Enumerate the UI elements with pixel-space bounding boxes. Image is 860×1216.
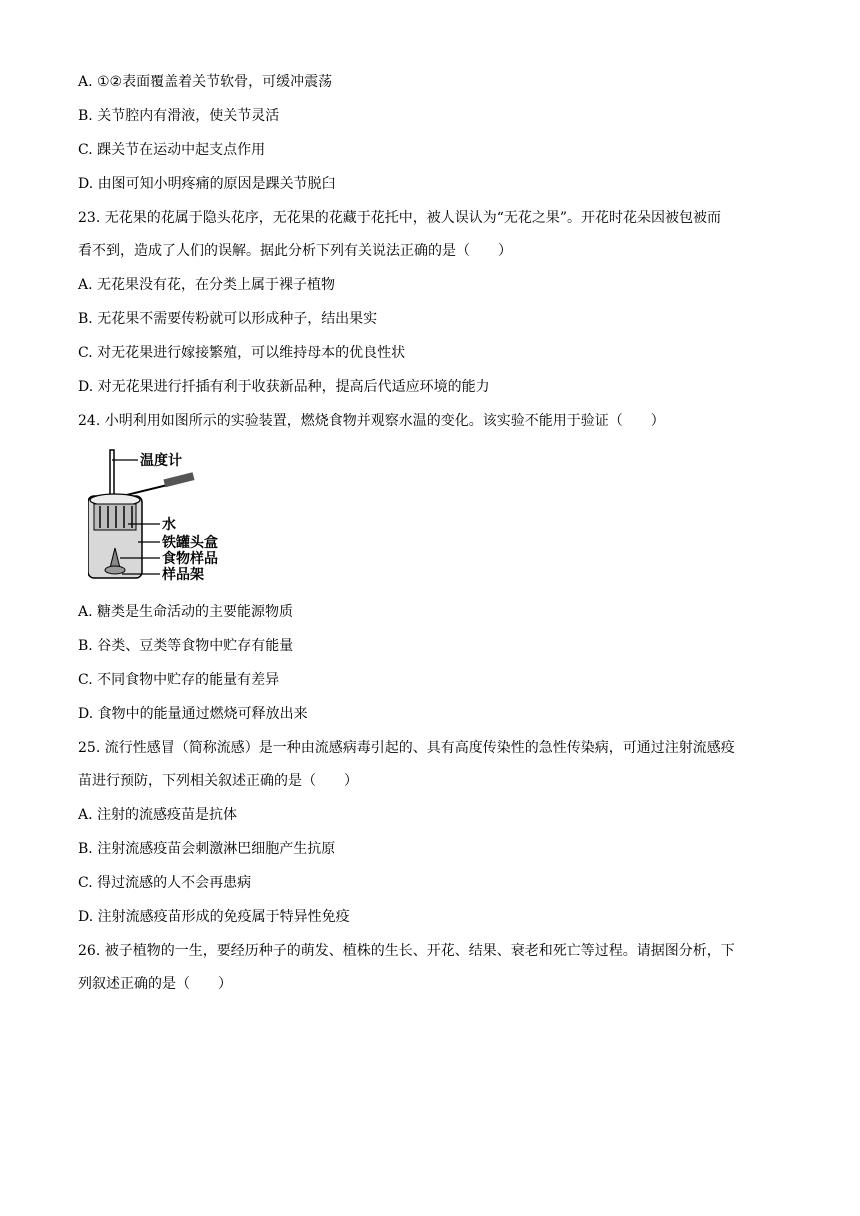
q23-option-a: A. 无花果没有花，在分类上属于裸子植物: [78, 277, 336, 293]
q22-option-b: B. 关节腔内有滑液，使关节灵活: [78, 108, 280, 124]
label-thermometer: 温度计: [140, 453, 182, 469]
q25-stem-line1: 25. 流行性感冒（简称流感）是一种由流感病毒引起的、具有高度传染性的急性传染病，可通过注射流感疫: [78, 740, 735, 756]
q25-option-c: C. 得过流感的人不会再患病: [78, 875, 252, 891]
q23-stem-line1: 23. 无花果的花属于隐头花序，无花果的花藏于花托中，被人误认为“无花之果”。开花时花朵因被包被而: [78, 210, 722, 226]
q24-option-c: C. 不同食物中贮存的能量有差异: [78, 672, 280, 688]
q22-option-d: D. 由图可知小明疼痛的原因是踝关节脱臼: [78, 176, 336, 192]
label-iron-can: 铁罐头盒: [162, 535, 218, 551]
q26-stem-line2: 列叙述正确的是（ ）: [78, 976, 232, 992]
q23-option-c: C. 对无花果进行嫁接繁殖，可以维持母本的优良性状: [78, 345, 406, 361]
q25-option-d: D. 注射流感疫苗形成的免疫属于特异性免疫: [78, 909, 350, 925]
q25-option-a: A. 注射的流感疫苗是抗体: [78, 807, 238, 823]
q24-option-d: D. 食物中的能量通过燃烧可释放出来: [78, 706, 308, 722]
q23-option-b: B. 无花果不需要传粉就可以形成种子，结出果实: [78, 311, 378, 327]
q24-option-a: A. 糖类是生命活动的主要能源物质: [78, 604, 294, 620]
q23-stem-line2: 看不到，造成了人们的误解。据此分析下列有关说法正确的是（ ）: [78, 243, 512, 259]
q25-option-b: B. 注射流感疫苗会刺激淋巴细胞产生抗原: [78, 841, 336, 857]
q24-option-b: B. 谷类、豆类等食物中贮存有能量: [78, 638, 294, 654]
experiment-apparatus-figure: [88, 448, 228, 590]
label-water: 水: [162, 517, 176, 533]
q25-stem-line2: 苗进行预防，下列相关叙述正确的是（ ）: [78, 773, 358, 789]
q24-stem: 24. 小明利用如图所示的实验装置，燃烧食物并观察水温的变化。该实验不能用于验证（ ）: [78, 413, 665, 429]
q23-option-d: D. 对无花果进行扦插有利于收获新品种，提高后代适应环境的能力: [78, 379, 490, 395]
q22-option-c: C. 踝关节在运动中起支点作用: [78, 142, 266, 158]
q26-stem-line1: 26. 被子植物的一生，要经历种子的萌发、植株的生长、开花、结果、衰老和死亡等过程。请据图分析，下: [78, 943, 735, 959]
label-food-sample: 食物样品: [162, 551, 218, 567]
label-sample-stand: 样品架: [162, 567, 204, 583]
q22-option-a: A. ①②表面覆盖着关节软骨，可缓冲震荡: [78, 74, 333, 90]
apparatus-diagram: [88, 448, 228, 590]
